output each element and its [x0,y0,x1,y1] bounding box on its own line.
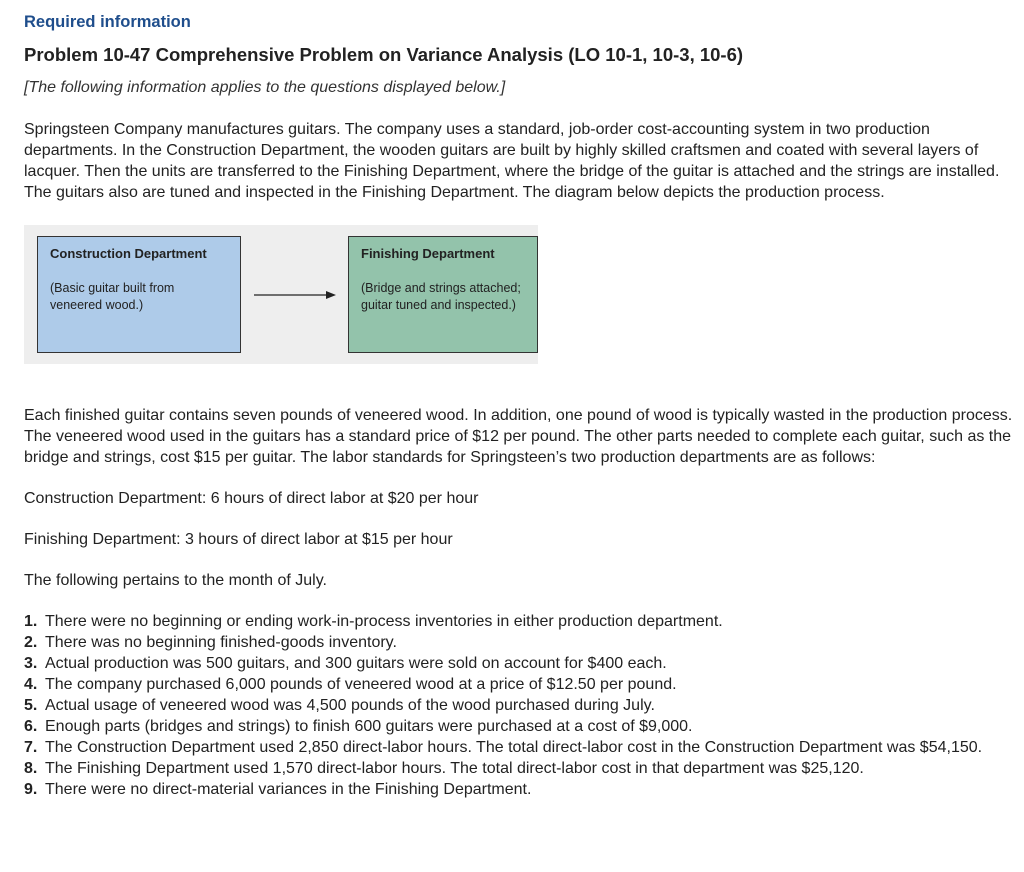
list-item [24,611,1014,632]
list-item-text: The company purchased 6,000 pounds of veneered wood at a price of $12.50 per pound. [45,676,677,693]
list-item-number: 4. [24,676,38,693]
list-item-number: 8. [24,760,38,777]
finishing-labor-standard: Finishing Department: 3 hours of direct labor at $15 per hour [24,531,453,548]
list-item-text: Enough parts (bridges and strings) to finish 600 guitars were purchased at a cost of $9,000. [45,718,693,735]
list-item-text: There was no beginning finished-goods inventory. [45,634,397,651]
list-item-number: 7. [24,739,38,756]
list-item-text: Actual production was 500 guitars, and 300 guitars were sold on account for $400 each. [45,655,667,672]
list-item-number: 5. [24,697,38,714]
problem-content [24,8,1014,800]
construction-box-title: Construction Department [50,246,207,261]
list-item [24,674,1014,695]
list-item [24,695,1014,716]
problem-title: Problem 10-47 Comprehensive Problem on Variance Analysis (LO 10-1, 10-3, 10-6) [24,44,744,65]
arrow-right-icon [254,289,336,301]
list-item-number: 1. [24,613,38,630]
list-item [24,632,1014,653]
applies-note: [The following information applies to the questions displayed below.] [24,79,506,96]
list-item [24,779,1014,800]
intro-paragraph: Springsteen Company manufactures guitars. The company uses a standard, job-order cost-accounting system in two production departments. In the Construction Department, the wooden guitars are built by highly skilled craftsmen and coated with several layers of lacquer. Then the units are transferred to the Finishing Department, where the bridge of the guitar is attached and the strings are installed. The guitars also are tuned and inspected in the Finishing Department. The diagram below depicts the production process. [24,121,1000,201]
finishing-department-box [348,236,538,353]
required-information-heading: Required information [24,13,191,31]
july-intro: The following pertains to the month of July. [24,572,327,589]
construction-department-box [37,236,241,353]
construction-labor-standard: Construction Department: 6 hours of direct labor at $20 per hour [24,490,479,507]
materials-paragraph: Each finished guitar contains seven pounds of veneered wood. In addition, one pound of wood is typically wasted in the production process. The veneered wood used in the guitars has a standard price of $12 per pound. The other parts needed to complete each guitar, such as the bridge and strings, cost $15 per guitar. The labor standards for Springsteen’s two production departments are as follows: [24,407,1013,466]
list-item [24,653,1014,674]
finishing-box-description: (Bridge and strings attached; guitar tuned and inspected.) [361,281,521,312]
list-item-text: The Construction Department used 2,850 direct-labor hours. The total direct-labor cost in the Construction Department was $54,150. [45,739,983,756]
list-item-number: 2. [24,634,38,651]
list-item [24,737,1014,758]
list-item-number: 3. [24,655,38,672]
list-item-number: 6. [24,718,38,735]
list-item-text: There were no beginning or ending work-in-process inventories in either production department. [45,613,723,630]
production-process-diagram [24,225,538,364]
list-item [24,716,1014,737]
list-item-text: Actual usage of veneered wood was 4,500 pounds of the wood purchased during July. [45,697,655,714]
list-item-number: 9. [24,781,38,798]
finishing-box-title: Finishing Department [361,246,495,261]
list-item [24,758,1014,779]
construction-box-description: (Basic guitar built from veneered wood.) [50,281,175,312]
list-item-text: There were no direct-material variances in the Finishing Department. [45,781,532,798]
list-item-text: The Finishing Department used 1,570 direct-labor hours. The total direct-labor cost in that department was $25,120. [45,760,864,777]
july-facts-list [24,611,1014,800]
